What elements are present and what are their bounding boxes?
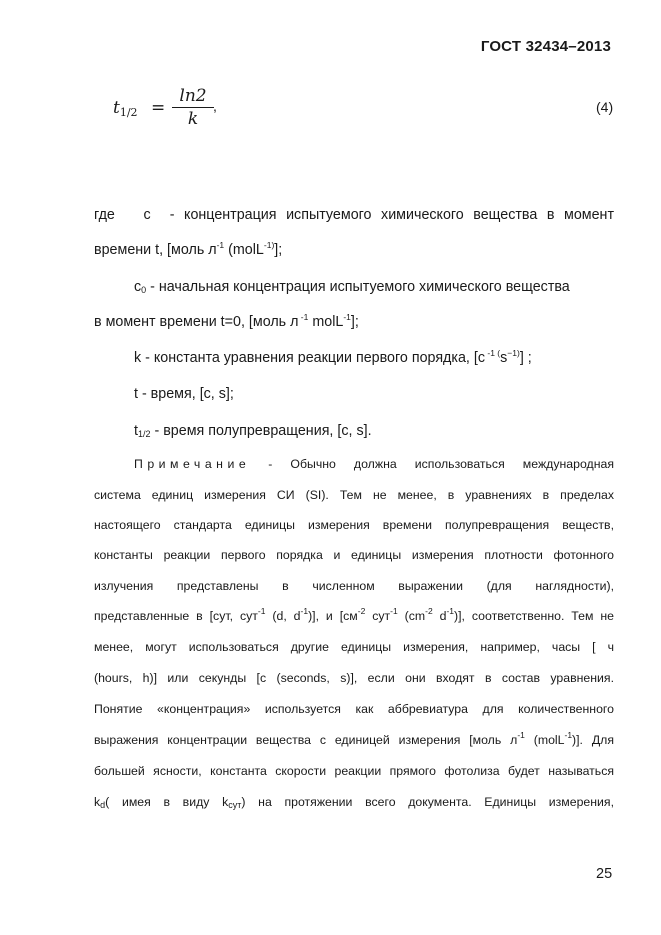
fraction-bar: [172, 107, 214, 108]
formula-fraction: [170, 86, 216, 129]
note-line11: большей ясности, константа скорости реакции прямого фотолиза будет называться: [94, 764, 614, 778]
note-label: Примечание: [134, 457, 251, 471]
formula-comma: ,: [213, 98, 217, 114]
equation-number: (4): [596, 99, 614, 115]
definition-c-line1: где c - концентрация испытуемого химического вещества в момент: [94, 207, 614, 223]
definition-t-half: $t_{1/2}$ - время полупревращения, [с, s].: [134, 423, 372, 439]
note-line1: Примечание - Обычно должна использоваться международная: [134, 457, 614, 471]
definition-t: t - время, [с, s];: [134, 386, 234, 402]
definition-c0-line1: $c_0$ - начальная концентрация испытуемого химического вещества: [134, 279, 570, 295]
note-line5: излучения представлены в численном выражении (для наглядности),: [94, 579, 614, 593]
note-line8: (hours, h)] или секунды [с (seconds, s)], если они входят в состав уравнения.: [94, 671, 614, 685]
formula-denominator: k: [187, 109, 199, 129]
formula-numerator: ln2: [179, 86, 207, 106]
formula-equals: =: [151, 98, 166, 118]
note-line3: настоящего стандарта единицы измерения времени полупревращения веществ,: [94, 518, 614, 532]
formula-lhs: $t_{1/2}$: [113, 98, 138, 119]
note-line6: представленные в [сут, сут$^{-1}$ (d, $d^{-1}$)], и [$см^{-2}$ сут$^{-1}$ ($cm^{-2}$ $d^{-1}$)], соответственно. Тем не: [94, 606, 614, 623]
note-line10: выражения концентрации вещества с единицей измерения [моль $л^{-1}$ (molL$^{-1}$)]. Для: [94, 730, 614, 747]
note-line2: система единиц измерения СИ (SI). Тем не менее, в уравнениях в пределах: [94, 488, 614, 502]
definition-c0-line2: в момент времени t=0, [моль л $^{-1}$ molL$^{-1}$];: [94, 312, 359, 330]
standard-header: ГОСТ 32434–2013: [480, 38, 611, 55]
definition-k: k - константа уравнения реакции первого порядка, [с $^{-1 (}s^{-1)}$] ;: [134, 348, 532, 366]
definition-c-line2: времени t, [моль $л^{-1}$ (molL$^{-1)}$];: [94, 240, 283, 258]
note-line7: менее, могут использоваться другие единицы измерения, например, часы [ ч: [94, 640, 614, 654]
note-line12: $k_d$( имея в виду $k_{сут}$) на протяжении всего документа. Единицы измерения,: [94, 795, 614, 810]
note-line4: константы реакции первого порядка и единицы измерения плотности фотонного: [94, 548, 614, 562]
page-number: 25: [596, 866, 613, 882]
note-line9: Понятие «концентрация» используется как аббревиатура для количественного: [94, 702, 614, 716]
